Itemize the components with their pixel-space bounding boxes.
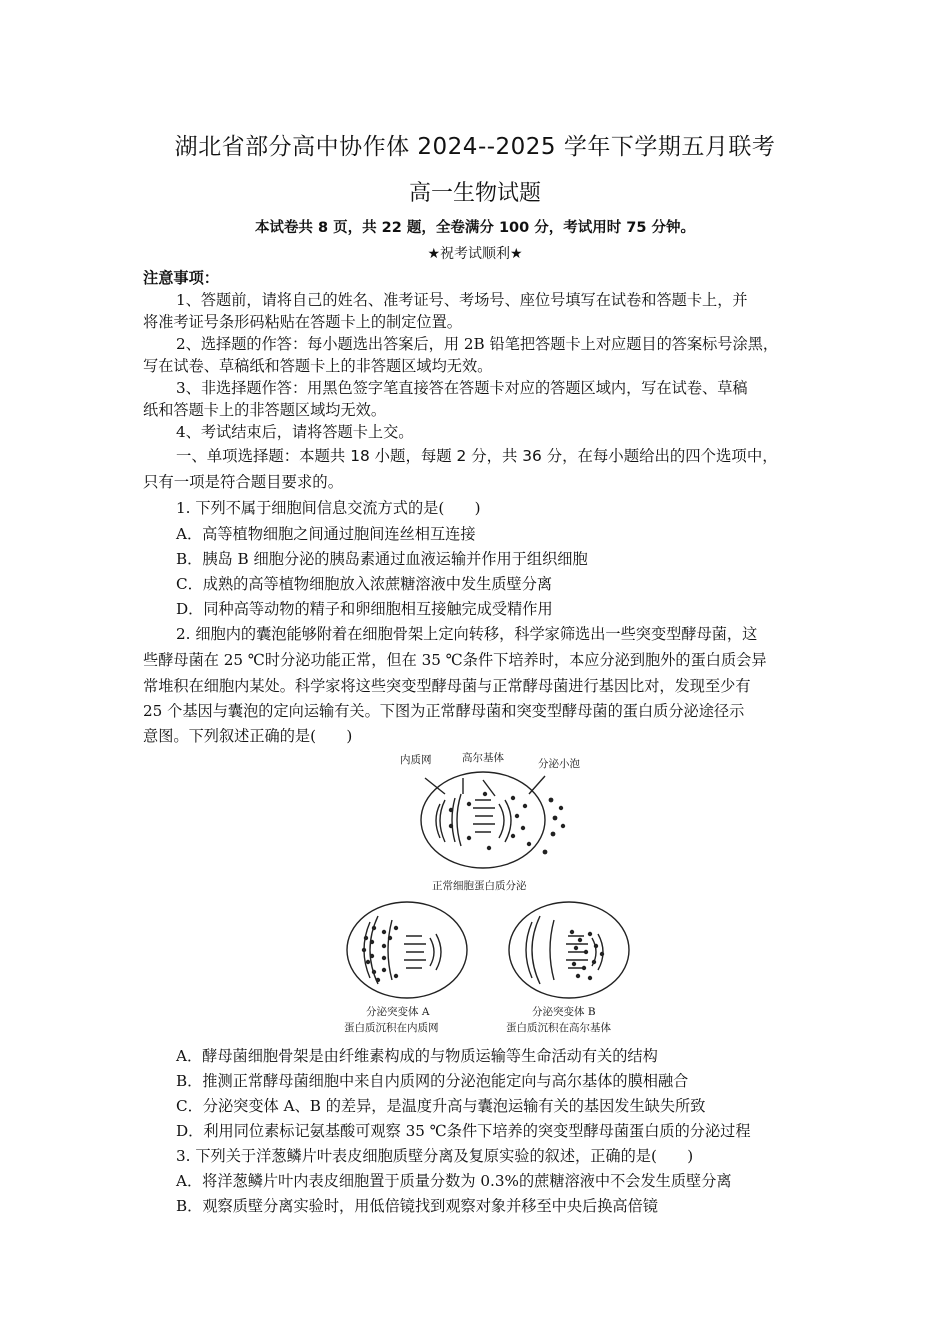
- exam-wish: ★祝考试顺利★: [427, 246, 523, 262]
- q1-stem: 1. 下列不属于细胞间信息交流方式的是( ): [176, 499, 481, 517]
- label-er: 内质网: [400, 754, 432, 766]
- notice-line: 写在试卷、草稿纸和答题卡上的非答题区域均无效。: [143, 357, 493, 375]
- notice-line: 将准考证号条形码粘贴在答题卡上的制定位置。: [143, 313, 462, 331]
- q1-option: D．同种高等动物的精子和卵细胞相互接触完成受精作用: [176, 600, 553, 618]
- q1-option: A．高等植物细胞之间通过胞间连丝相互连接: [176, 525, 476, 543]
- notice-line: 2、选择题的作答：每小题选出答案后，用 2B 铅笔把答题卡上对应题目的答案标号涂黑，: [176, 335, 779, 353]
- label-vesicle: 分泌小泡: [538, 758, 580, 770]
- q2-stem-line: 意图。下列叙述正确的是( ): [143, 727, 353, 745]
- q2-option: A．酵母菌细胞骨架是由纤维素构成的与物质运输等生命活动有关的结构: [176, 1047, 658, 1065]
- q2-option: C．分泌突变体 A、B 的差异，是温度升高与囊泡运输有关的基因发生缺失所致: [176, 1097, 706, 1115]
- notice-heading: 注意事项：: [143, 269, 219, 287]
- notice-line: 1、答题前，请将自己的姓名、准考证号、考场号、座位号填写在试卷和答题卡上，并: [176, 291, 748, 309]
- q2-stem-line: 常堆积在细胞内某处。科学家将这些突变型酵母菌与正常酵母菌进行基因比对，发现至少有: [143, 677, 751, 695]
- mutant-a-diagram: [344, 898, 470, 1002]
- caption-mutant-a-desc: 蛋白质沉积在内质网: [344, 1022, 439, 1034]
- q2-option: B．推测正常酵母菌细胞中来自内质网的分泌泡能定向与高尔基体的膜相融合: [176, 1072, 689, 1090]
- section-heading-cont: 只有一项是符合题目要求的。: [143, 473, 344, 491]
- caption-mutant-a: 分泌突变体 A: [366, 1006, 430, 1018]
- section-heading: 一、单项选择题：本题共 18 小题，每题 2 分，共 36 分，在每小题给出的四个选项中，: [176, 447, 778, 465]
- mutant-b-diagram: [506, 898, 632, 1002]
- q2-stem-line: 些酵母菌在 25 ℃时分泌功能正常，但在 35 ℃条件下培养时，本应分泌到胞外的蛋白质会异: [143, 651, 767, 669]
- exam-title: 湖北省部分高中协作体 2024--2025 学年下学期五月联考: [174, 134, 776, 160]
- exam-subtitle: 高一生物试题: [408, 181, 541, 206]
- caption-mutant-b-desc: 蛋白质沉积在高尔基体: [506, 1022, 611, 1034]
- notice-line: 4、考试结束后，请将答题卡上交。: [176, 423, 414, 441]
- q3-stem: 3. 下列关于洋葱鳞片叶表皮细胞质壁分离及复原实验的叙述，正确的是( ): [176, 1147, 694, 1165]
- label-golgi: 高尔基体: [462, 752, 504, 764]
- q2-stem-line: 25 个基因与囊泡的定向运输有关。下图为正常酵母菌和突变型酵母菌的蛋白质分泌途径示: [143, 702, 745, 720]
- q3-option: A．将洋葱鳞片叶内表皮细胞置于质量分数为 0.3%的蔗糖溶液中不会发生质壁分离: [176, 1172, 732, 1190]
- caption-mutant-b: 分泌突变体 B: [532, 1006, 596, 1018]
- q2-option: D．利用同位素标记氨基酸可观察 35 ℃条件下培养的突变型酵母菌蛋白质的分泌过程: [176, 1122, 751, 1140]
- q3-option: B．观察质壁分离实验时，用低倍镜找到观察对象并移至中央后换高倍镜: [176, 1197, 658, 1215]
- caption-normal: 正常细胞蛋白质分泌: [432, 880, 527, 892]
- notice-line: 3、非选择题作答：用黑色签字笔直接答在答题卡对应的答题区域内，写在试卷、草稿: [176, 379, 748, 397]
- q1-option: B．胰岛 B 细胞分泌的胰岛素通过血液运输并作用于组织细胞: [176, 550, 588, 568]
- q1-option: C．成熟的高等植物细胞放入浓蔗糖溶液中发生质壁分离: [176, 575, 553, 593]
- exam-info: 本试卷共 8 页，共 22 题，全卷满分 100 分，考试用时 75 分钟。: [254, 220, 696, 236]
- q2-stem-line: 2. 细胞内的囊泡能够附着在细胞骨架上定向转移，科学家筛选出一些突变型酵母菌，这: [176, 625, 758, 643]
- notice-line: 纸和答题卡上的非答题区域均无效。: [143, 401, 386, 419]
- normal-cell-diagram: [405, 764, 575, 876]
